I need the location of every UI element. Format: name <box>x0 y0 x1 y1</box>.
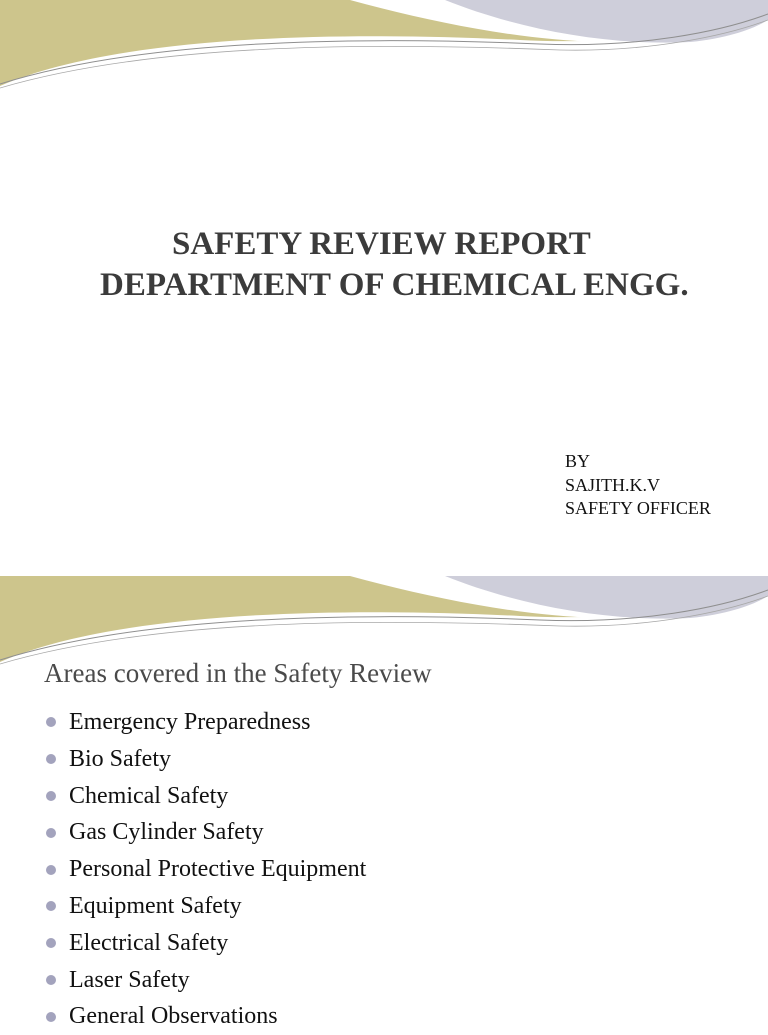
list-item <box>46 814 366 851</box>
list-item-label: Electrical Safety <box>69 929 229 956</box>
bullet-icon <box>46 865 56 875</box>
list-item <box>46 778 366 815</box>
byline-author-role: SAFETY OFFICER <box>565 498 711 518</box>
list-item-label: Emergency Preparedness <box>69 709 311 735</box>
bullet-icon <box>46 754 56 764</box>
title-line-2: DEPARTMENT OF CHEMICAL ENGG. <box>100 267 689 303</box>
bullet-icon <box>46 791 56 801</box>
title-line-1: SAFETY REVIEW REPORT <box>172 226 591 262</box>
slide-separator <box>0 558 768 576</box>
bullet-list <box>46 704 366 1035</box>
list-item <box>46 888 366 925</box>
list-item <box>46 704 366 741</box>
list-item <box>46 962 366 999</box>
list-item-label: Gas Cylinder Safety <box>69 819 264 846</box>
slide-title <box>0 224 768 306</box>
list-item <box>46 998 366 1035</box>
byline-author-name: SAJITH.K.V <box>565 474 661 495</box>
header-swoosh-decoration <box>0 0 768 100</box>
list-item <box>46 925 366 962</box>
bullet-icon <box>46 717 56 727</box>
byline-by: BY <box>565 451 591 471</box>
list-item-label: General Observations <box>69 1003 278 1030</box>
bullet-icon <box>46 1012 56 1022</box>
bullet-icon <box>46 938 56 948</box>
bullet-icon <box>46 828 56 838</box>
list-item <box>46 851 366 888</box>
slide-heading: Areas covered in the Safety Review <box>44 658 432 688</box>
bullet-icon <box>46 901 56 911</box>
list-item-label: Chemical Safety <box>69 782 229 809</box>
list-item-label: Equipment Safety <box>69 892 242 919</box>
list-item-label: Personal Protective Equipment <box>69 856 367 883</box>
bullet-icon <box>46 975 56 985</box>
list-item-label: Laser Safety <box>69 966 190 993</box>
author-byline <box>565 450 711 521</box>
list-item <box>46 741 366 778</box>
list-item-label: Bio Safety <box>69 745 171 772</box>
